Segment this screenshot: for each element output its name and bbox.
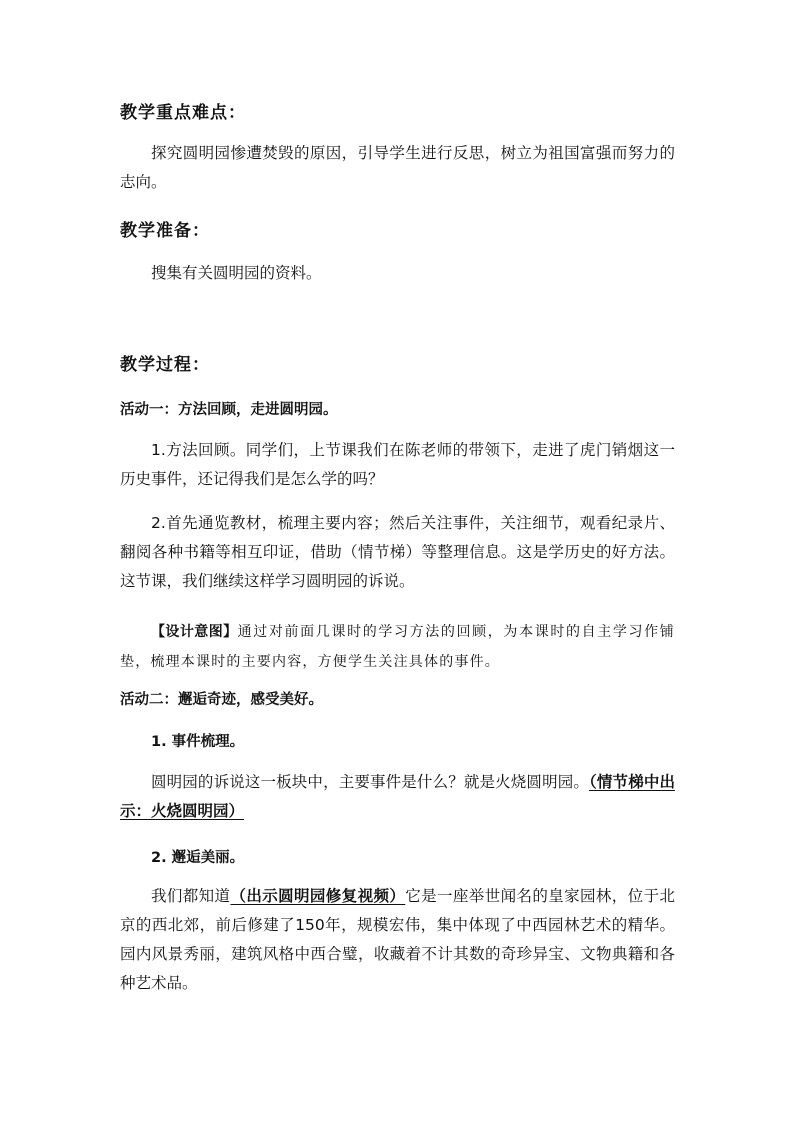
preparation-paragraph: 搜集有关圆明园的资料。 [151, 264, 322, 282]
encounter-beauty-heading: 2. 邂逅美丽。 [151, 850, 245, 866]
event-review-text: 圆明园的诉说这一板块中，主要事件是什么？就是火烧圆明园。 [151, 773, 590, 791]
activity2-heading: 活动二：邂逅奇迹，感受美好。 [120, 692, 323, 708]
encounter-text-b: 它是一座举世闻名的皇家园林，位于北京的西北郊，前后修建了150年，规模宏伟，集中体现了中西园林艺术的精华。园内风景秀丽，建筑风格中西合璧，收藏着不计其数的奇珍异宝、文物典籍和各种艺术品。 [120, 887, 675, 992]
process-heading: 教学过程： [120, 355, 210, 375]
key-points-heading: 教学重点难点： [120, 103, 246, 123]
event-review-heading: 1. 事件梳理。 [151, 734, 245, 750]
preparation-heading: 教学准备： [120, 221, 210, 241]
design-intent-tag: 【设计意图】 [151, 624, 238, 640]
encounter-video-note: （出示圆明园修复视频） [230, 887, 406, 905]
event-review-paragraph [120, 768, 675, 826]
activity1-paragraph-1: 1.方法回顾。同学们，上节课我们在陈老师的带领下，走进了虎门销烟这一历史事件，还记得我们是怎么学的吗？ [120, 441, 675, 488]
design-intent-paragraph [120, 617, 675, 677]
activity1-heading: 活动一：方法回顾，走进圆明园。 [120, 402, 338, 418]
encounter-text-a: 我们都知道 [151, 887, 231, 905]
event-review-note: （情节梯中出示：火烧圆明园） [120, 773, 675, 820]
key-points-paragraph: 探究圆明园惨遭焚毁的原因，引导学生进行反思，树立为祖国富强而努力的志向。 [120, 144, 675, 191]
design-intent-text: 通过对前面几课时的学习方法的回顾，为本课时的自主学习作铺垫，梳理本课时的主要内容，方便学生关注具体的事件。 [120, 624, 675, 670]
activity1-paragraph-2: 2.首先通览教材，梳理主要内容；然后关注事件，关注细节，观看纪录片、翻阅各种书籍等相互印证，借助（情节梯）等整理信息。这是学历史的好方法。这节课，我们继续这样学习圆明园的诉说。 [120, 514, 675, 590]
encounter-beauty-paragraph [120, 882, 675, 998]
